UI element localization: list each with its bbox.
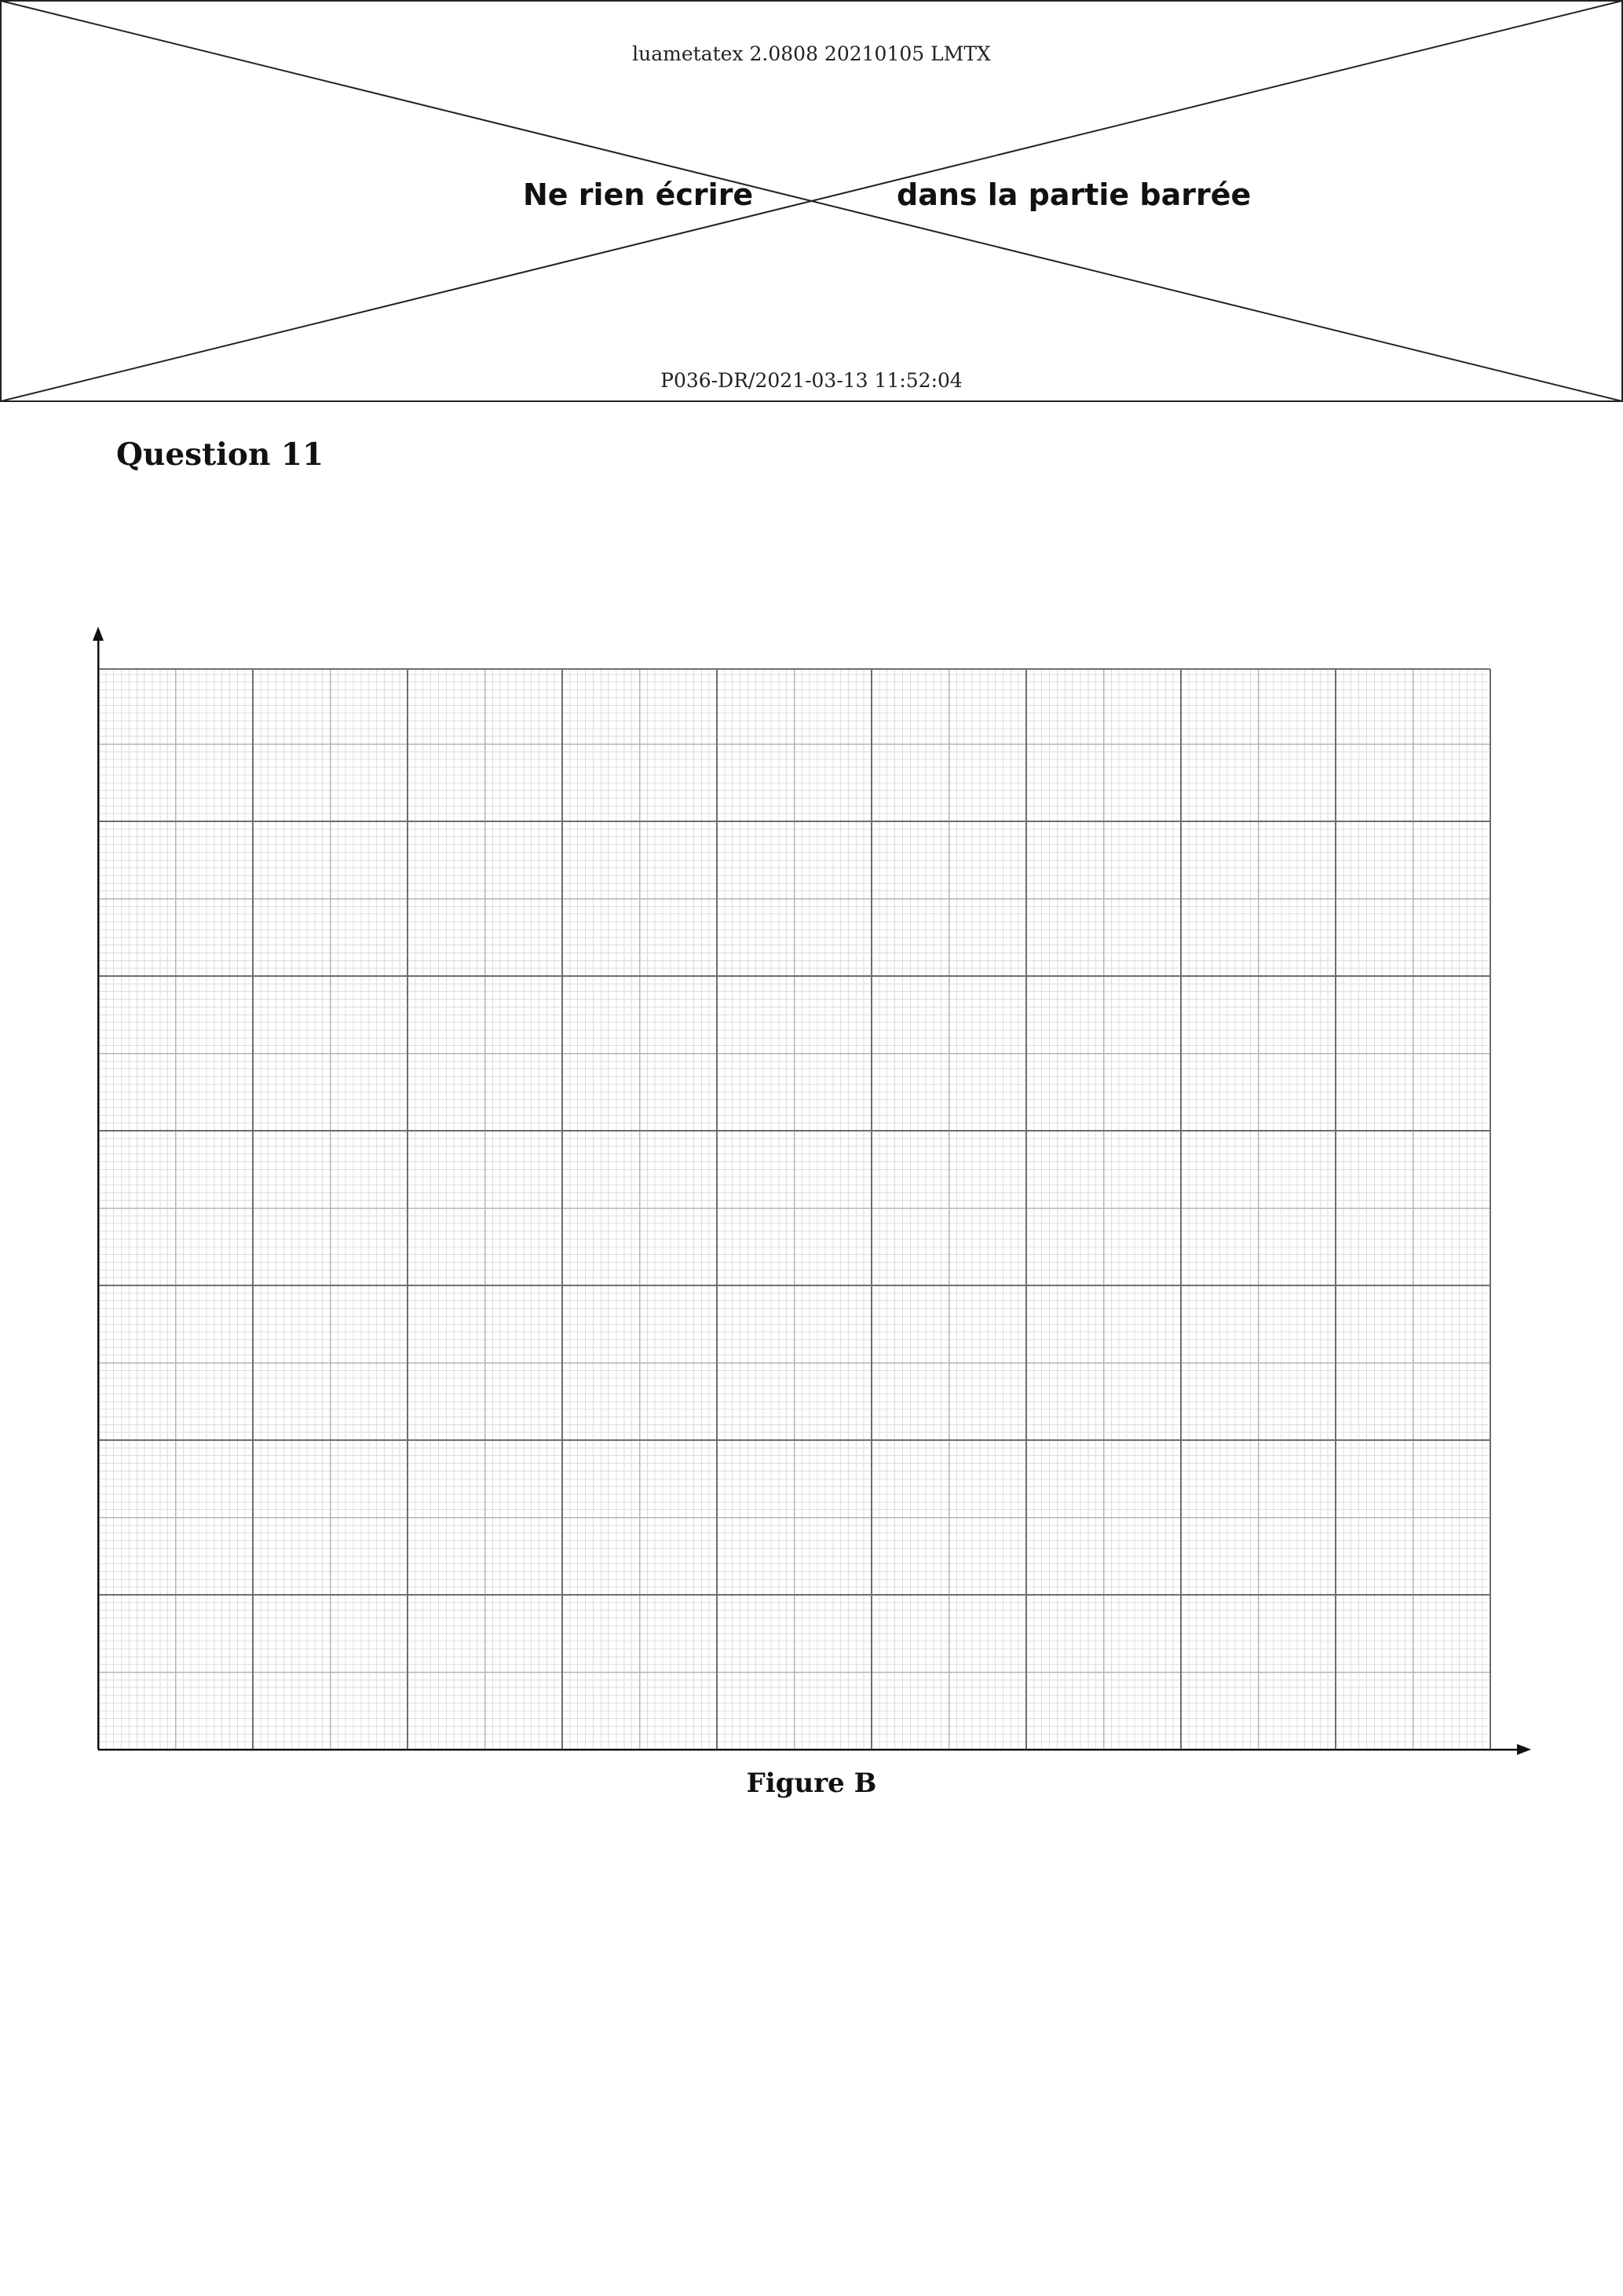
warning-right-text: dans la partie barrée [897,177,1252,212]
crossed-out-header [0,0,1623,402]
graph-paper [0,612,1623,1759]
document-stamp: P036-DR/2021-03-13 11:52:04 [660,369,963,392]
x-axis-arrow [1517,1744,1531,1755]
y-axis-arrow [93,627,104,641]
warning-left-text: Ne rien écrire [523,177,754,212]
figure-caption: Figure B [746,1768,877,1799]
engine-line: luametatex 2.0808 20210105 LMTX [632,42,991,65]
question-title: Question 11 [116,437,324,473]
axes [93,627,1531,1755]
